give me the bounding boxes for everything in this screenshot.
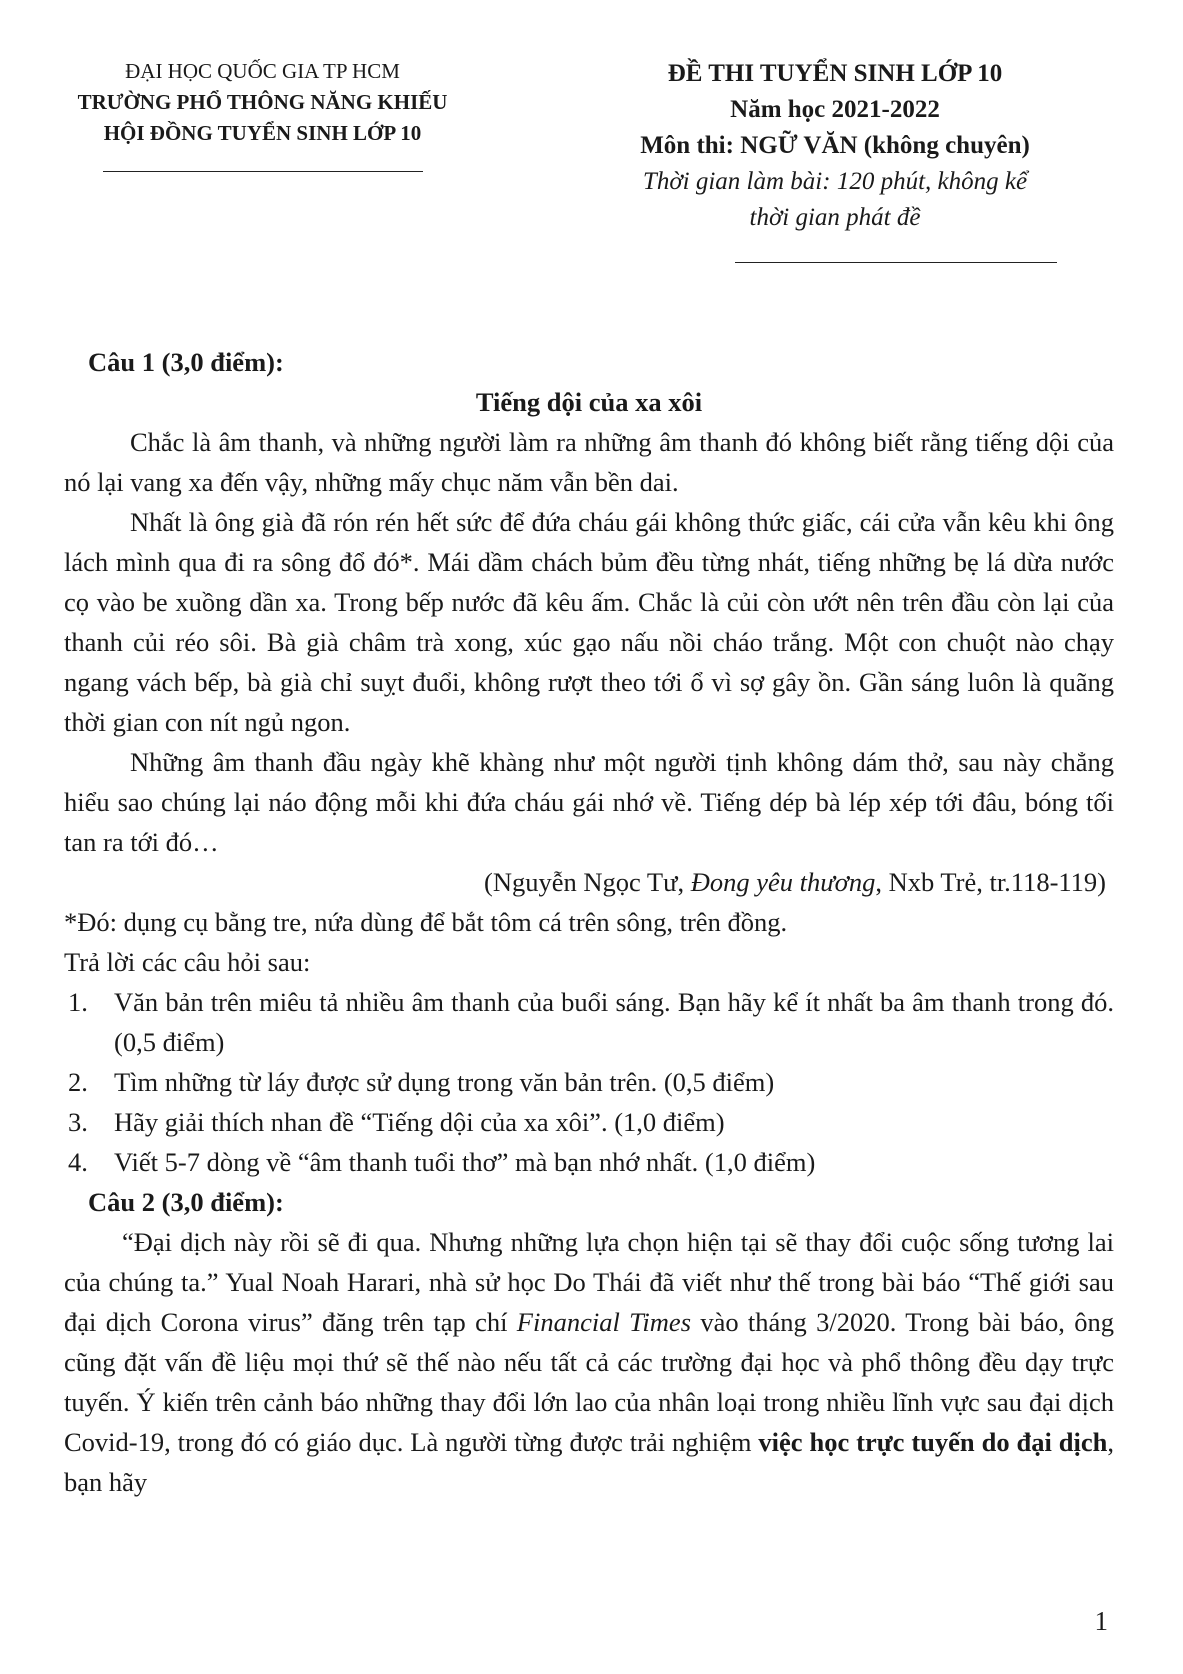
q2-text-c: , bạn hãy (64, 1427, 1114, 1497)
question-2-heading: Câu 2 (3,0 điểm): (88, 1187, 284, 1217)
exam-title: ĐỀ THI TUYỂN SINH LỚP 10 (667, 60, 1003, 87)
q2-text-b: vào tháng 3/2020. Trong bài báo, ông cũng đặt vấn đề liệu mọi thứ sẽ thế nào nếu tất cả các trường đại học và phổ thông đều dạy trực tuyến. Ý kiến trên cảnh báo những thay đổi lớn lao của nhân loại trong nhiều lĩnh vực sau đại dịch Covid-19, trong đó có giáo dục. Là người từng được trải nghiệm (64, 1307, 1114, 1457)
passage-paragraph-2: Nhất là ông già đã rón rén hết sức để đứa cháu gái không thức giấc, cái cửa vẫn kêu khi ông lách mình qua đi ra sông đổ đó*. Mái dầm chách bủm đều từng nhát, tiếng những bẹ lá dừa nước cọ vào be xuồng dần xa. Trong bếp nước đã kêu ấm. Chắc là củi còn ướt nên trên đầu còn lại của thanh củi réo sôi. Bà già châm trà xong, xúc gạo nấu nồi cháo trắng. Một con chuột nào chạy ngang vách bếp, bà già chỉ suỵt đuổi, không rượt theo tới ổ vì sợ gây ồn. Gần sáng luôn là quãng thời gian con nít ngủ ngon. (64, 507, 1114, 737)
university-name: ĐẠI HỌC QUỐC GIA TP HCM (125, 59, 400, 83)
list-item-text: Viết 5-7 dòng về “âm thanh tuổi thơ” mà bạn nhớ nhất. (1,0 điểm) (114, 1147, 816, 1177)
header-left-divider (103, 171, 423, 172)
question-1-heading: Câu 1 (3,0 điểm): (88, 347, 284, 377)
list-item (68, 1102, 1114, 1142)
list-item-text: Hãy giải thích nhan đề “Tiếng dội của xa xôi”. (1,0 điểm) (114, 1107, 725, 1137)
source-author: (Nguyễn Ngọc Tư, (484, 867, 691, 897)
list-item (68, 982, 1114, 1062)
header-right-divider (735, 262, 1057, 263)
page-number: 1 (1094, 1606, 1108, 1636)
exam-body (64, 342, 1114, 1502)
passage-source (64, 862, 1114, 902)
passage-title: Tiếng dội của xa xôi (475, 387, 703, 417)
passage-paragraph-3: Những âm thanh đầu ngày khẽ khàng như một người tịnh không dám thở, sau này chẳng hiểu sao chúng lại náo động mỗi khi đứa cháu gái nhớ về. Tiếng dép bà lép xép tới đâu, bóng tối tan ra tới đó… (64, 747, 1114, 857)
list-item (68, 1142, 1114, 1182)
q2-journal-name: Financial Times (516, 1307, 692, 1337)
q2-emphasis: việc học trực tuyến do đại dịch (758, 1427, 1108, 1457)
exam-time-line1: Thời gian làm bài: 120 phút, không kể (642, 168, 1028, 195)
council-name: HỘI ĐỒNG TUYỂN SINH LỚP 10 (103, 121, 422, 145)
passage-paragraph-1: Chắc là âm thanh, và những người làm ra những âm thanh đó không biết rằng tiếng dội của nó lại vang xa đến vậy, những mấy chục năm vẫn bền dai. (64, 427, 1114, 497)
list-item-number: 4. (68, 1147, 88, 1177)
footnote: *Đó: dụng cụ bằng tre, nứa dùng để bắt tôm cá trên sông, trên đồng. (64, 907, 788, 937)
header-left (40, 56, 485, 172)
exam-time-line2: thời gian phát đề (749, 204, 921, 231)
list-item-number: 3. (68, 1107, 88, 1137)
source-publisher: , Nxb Trẻ, tr.118-119) (875, 867, 1106, 897)
question-list (68, 982, 1114, 1182)
school-name: TRƯỜNG PHỔ THÔNG NĂNG KHIẾU (77, 90, 448, 114)
question-2-paragraph (64, 1222, 1114, 1502)
school-year: Năm học 2021-2022 (730, 96, 940, 123)
q2-text-a: “Đại dịch này rồi sẽ đi qua. Nhưng những lựa chọn hiện tại sẽ thay đổi cuộc sống tương lai của chúng ta.” Yual Noah Harari, nhà sử học Do Thái đã viết như thế trong bài báo “Thế giới sau đại dịch Corona virus” đăng trên tạp chí (64, 1227, 1114, 1337)
exam-subject: Môn thi: NGỮ VĂN (không chuyên) (640, 132, 1030, 159)
list-item-text: Văn bản trên miêu tả nhiều âm thanh của buổi sáng. Bạn hãy kể ít nhất ba âm thanh trong đó. (0,5 điểm) (114, 987, 1114, 1057)
list-item-number: 2. (68, 1067, 88, 1097)
list-item-text: Tìm những từ láy được sử dụng trong văn bản trên. (0,5 điểm) (114, 1067, 775, 1097)
list-item-number: 1. (68, 987, 88, 1017)
header-right (565, 56, 1105, 263)
list-item (68, 1062, 1114, 1102)
source-book: Đong yêu thương (690, 867, 876, 897)
questions-prompt: Trả lời các câu hỏi sau: (64, 947, 311, 977)
